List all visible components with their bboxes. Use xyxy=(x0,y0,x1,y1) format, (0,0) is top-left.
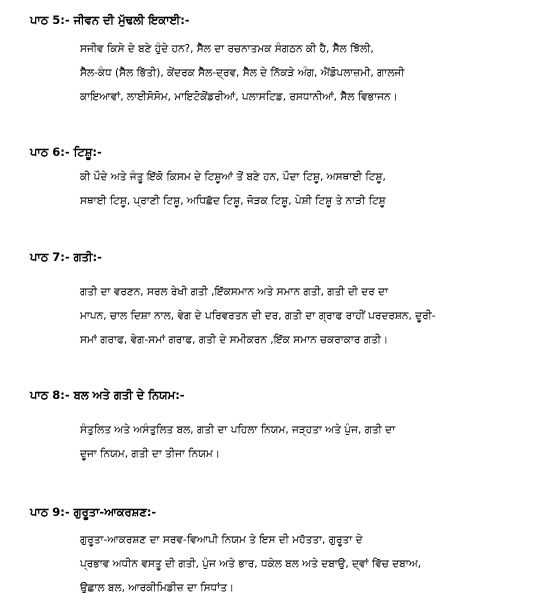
text-line: ਦੂਜਾ ਨਿਯਮ, ਗਤੀ ਦਾ ਤੀਜਾ ਨਿਯਮ। xyxy=(80,448,220,460)
text-line: ਪ੍ਰਭਾਵ ਅਧੀਨ ਵਸਤੂ ਦੀ ਗਤੀ, ਪੁੰਜ ਅਤੇ ਭਾਰ, ਧਕੇਲ ਬਲ ਅਤੇ ਦਬਾਉ, ਦ੍ਵਾਂ ਵਿੱਚ ਦਬਾਅ, xyxy=(80,558,422,570)
lesson-7-text xyxy=(58,280,488,352)
lesson-6-text xyxy=(58,165,488,213)
lesson-7-heading: ਪਾਠ 7:- ਗਤੀ:- xyxy=(30,250,102,264)
text-line: ਗੁਰੂਤਾ-ਆਕਰਸ਼ਣ ਦਾ ਸਰਵ-ਵਿਆਪੀ ਨਿਯਮ ਤੇ ਇਸ ਦੀ ਮਹੱਤਤਾ, ਗੁਰੂਤਾ ਦੇ xyxy=(80,534,363,546)
lesson-5-heading: ਪਾਠ 5:- ਜੀਵਨ ਦੀ ਮੁੱਢਲੀ ਇਕਾਈ:- xyxy=(30,13,190,27)
text-line: ਸੰਤੁਲਿਤ ਅਤੇ ਅਸੰਤੁਲਿਤ ਬਲ, ਗਤੀ ਦਾ ਪਹਿਲਾ ਨਿਯਮ, ਜੜ੍ਹਤਾ ਅਤੇ ਪੁੰਜ, ਗਤੀ ਦਾ xyxy=(80,424,396,436)
lesson-5-text xyxy=(58,37,488,109)
lesson-8-text xyxy=(58,418,488,466)
text-line: ਗਤੀ ਦਾ ਵਰਣਨ, ਸਰਲ ਰੇਖੀ ਗਤੀ ,ਇੱਕਸਮਾਨ ਅਤੇ ਸਮਾਨ ਗਤੀ, ਗਤੀ ਦੀ ਦਰ ਦਾ xyxy=(80,286,389,298)
lesson-9-heading: ਪਾਠ 9:- ਗੁਰੂਤਾ-ਆਕਰਸ਼ਣ:- xyxy=(30,505,157,519)
lesson-6-heading: ਪਾਠ 6:- ਟਿਸ਼ੂ:- xyxy=(30,145,102,159)
lesson-8-heading: ਪਾਠ 8:- ਬਲ ਅਤੇ ਗਤੀ ਦੇ ਨਿਯਮ:- xyxy=(30,388,185,402)
text-line: ਸਥਾਈ ਟਿਸ਼ੂ, ਪ੍ਰਾਣੀ ਟਿਸ਼ੂ, ਅਧਿਛੱਦ ਟਿਸ਼ੂ, ਜੋੜਕ ਟਿਸ਼ੂ, ਪੇਸ਼ੀ ਟਿਸ਼ੂ ਤੇ ਨਾੜੀ ਟਿਸ਼ੂ xyxy=(80,195,386,207)
text-line: ਸੈੱਲ-ਕੰਧ (ਸੈੱਲ ਭਿੱਤੀ), ਕੇਂਦਰਕ ਸੈੱਲ-ਦ੍ਰਵ, ਸੈੱਲ ਦੇ ਨਿੱਕੜੇ ਅੰਗ, ਐਂਡੋਪਲਾਜ਼ਮੀ, ਗਾਲਜੀ xyxy=(80,67,405,79)
text-line: ਉਛਾਲ ਬਲ, ਆਰਕੀਮਿਡੀਜ਼ ਦਾ ਸਿਧਾਂਤ। xyxy=(80,582,235,594)
text-line: ਸਮਾਂ ਗਰਾਫ, ਵੇਗ-ਸਮਾਂ ਗਰਾਫ, ਗਤੀ ਦੇ ਸਮੀਕਰਨ ,ਇੱਕ ਸਮਾਨ ਚਕਰਾਕਾਰ ਗਤੀ। xyxy=(80,334,389,346)
text-line: ਮਾਪਨ, ਚਾਲ ਦਿਸ਼ਾ ਨਾਲ, ਵੇਗ ਦੇ ਪਰਿਵਰਤਨ ਦੀ ਦਰ, ਗਤੀ ਦਾ ਗ੍ਰਾਫ ਰਾਹੀਂ ਪਰਦਰਸ਼ਨ, ਦੂਰੀ- xyxy=(80,310,436,322)
text-line: ਕੀ ਪੌਦੇ ਅਤੇ ਜੰਤੂ ਇੱਕੋ ਕਿਸਮ ਦੇ ਟਿਸ਼ੂਆਂ ਤੋਂ ਬਣੇ ਹਨ, ਪੌਦਾ ਟਿਸ਼ੂ, ਅਸਥਾਈ ਟਿਸ਼ੂ, xyxy=(80,171,386,183)
text-line: ਸਜੀਵ ਕਿਸੇ ਦੇ ਬਣੇ ਹੁੰਦੇ ਹਨ?, ਸੈੱਲ ਦਾ ਰਚਨਾਤਮਕ ਸੰਗਠਨ ਕੀ ਹੈ, ਸੈੱਲ ਝਿੱਲੀ, xyxy=(80,43,374,55)
lesson-9-text xyxy=(58,528,488,600)
text-line: ਕਾਇਆਵਾਂ, ਲਾਈਸੋਸੋਮ, ਮਾਇਟੋਕੋਂਡਰੀਆਂ, ਪਲਾਸਟਿਡ, ਰਸਧਾਨੀਆਂ, ਸੈੱਲ ਵਿਭਾਜਨ। xyxy=(80,91,398,103)
